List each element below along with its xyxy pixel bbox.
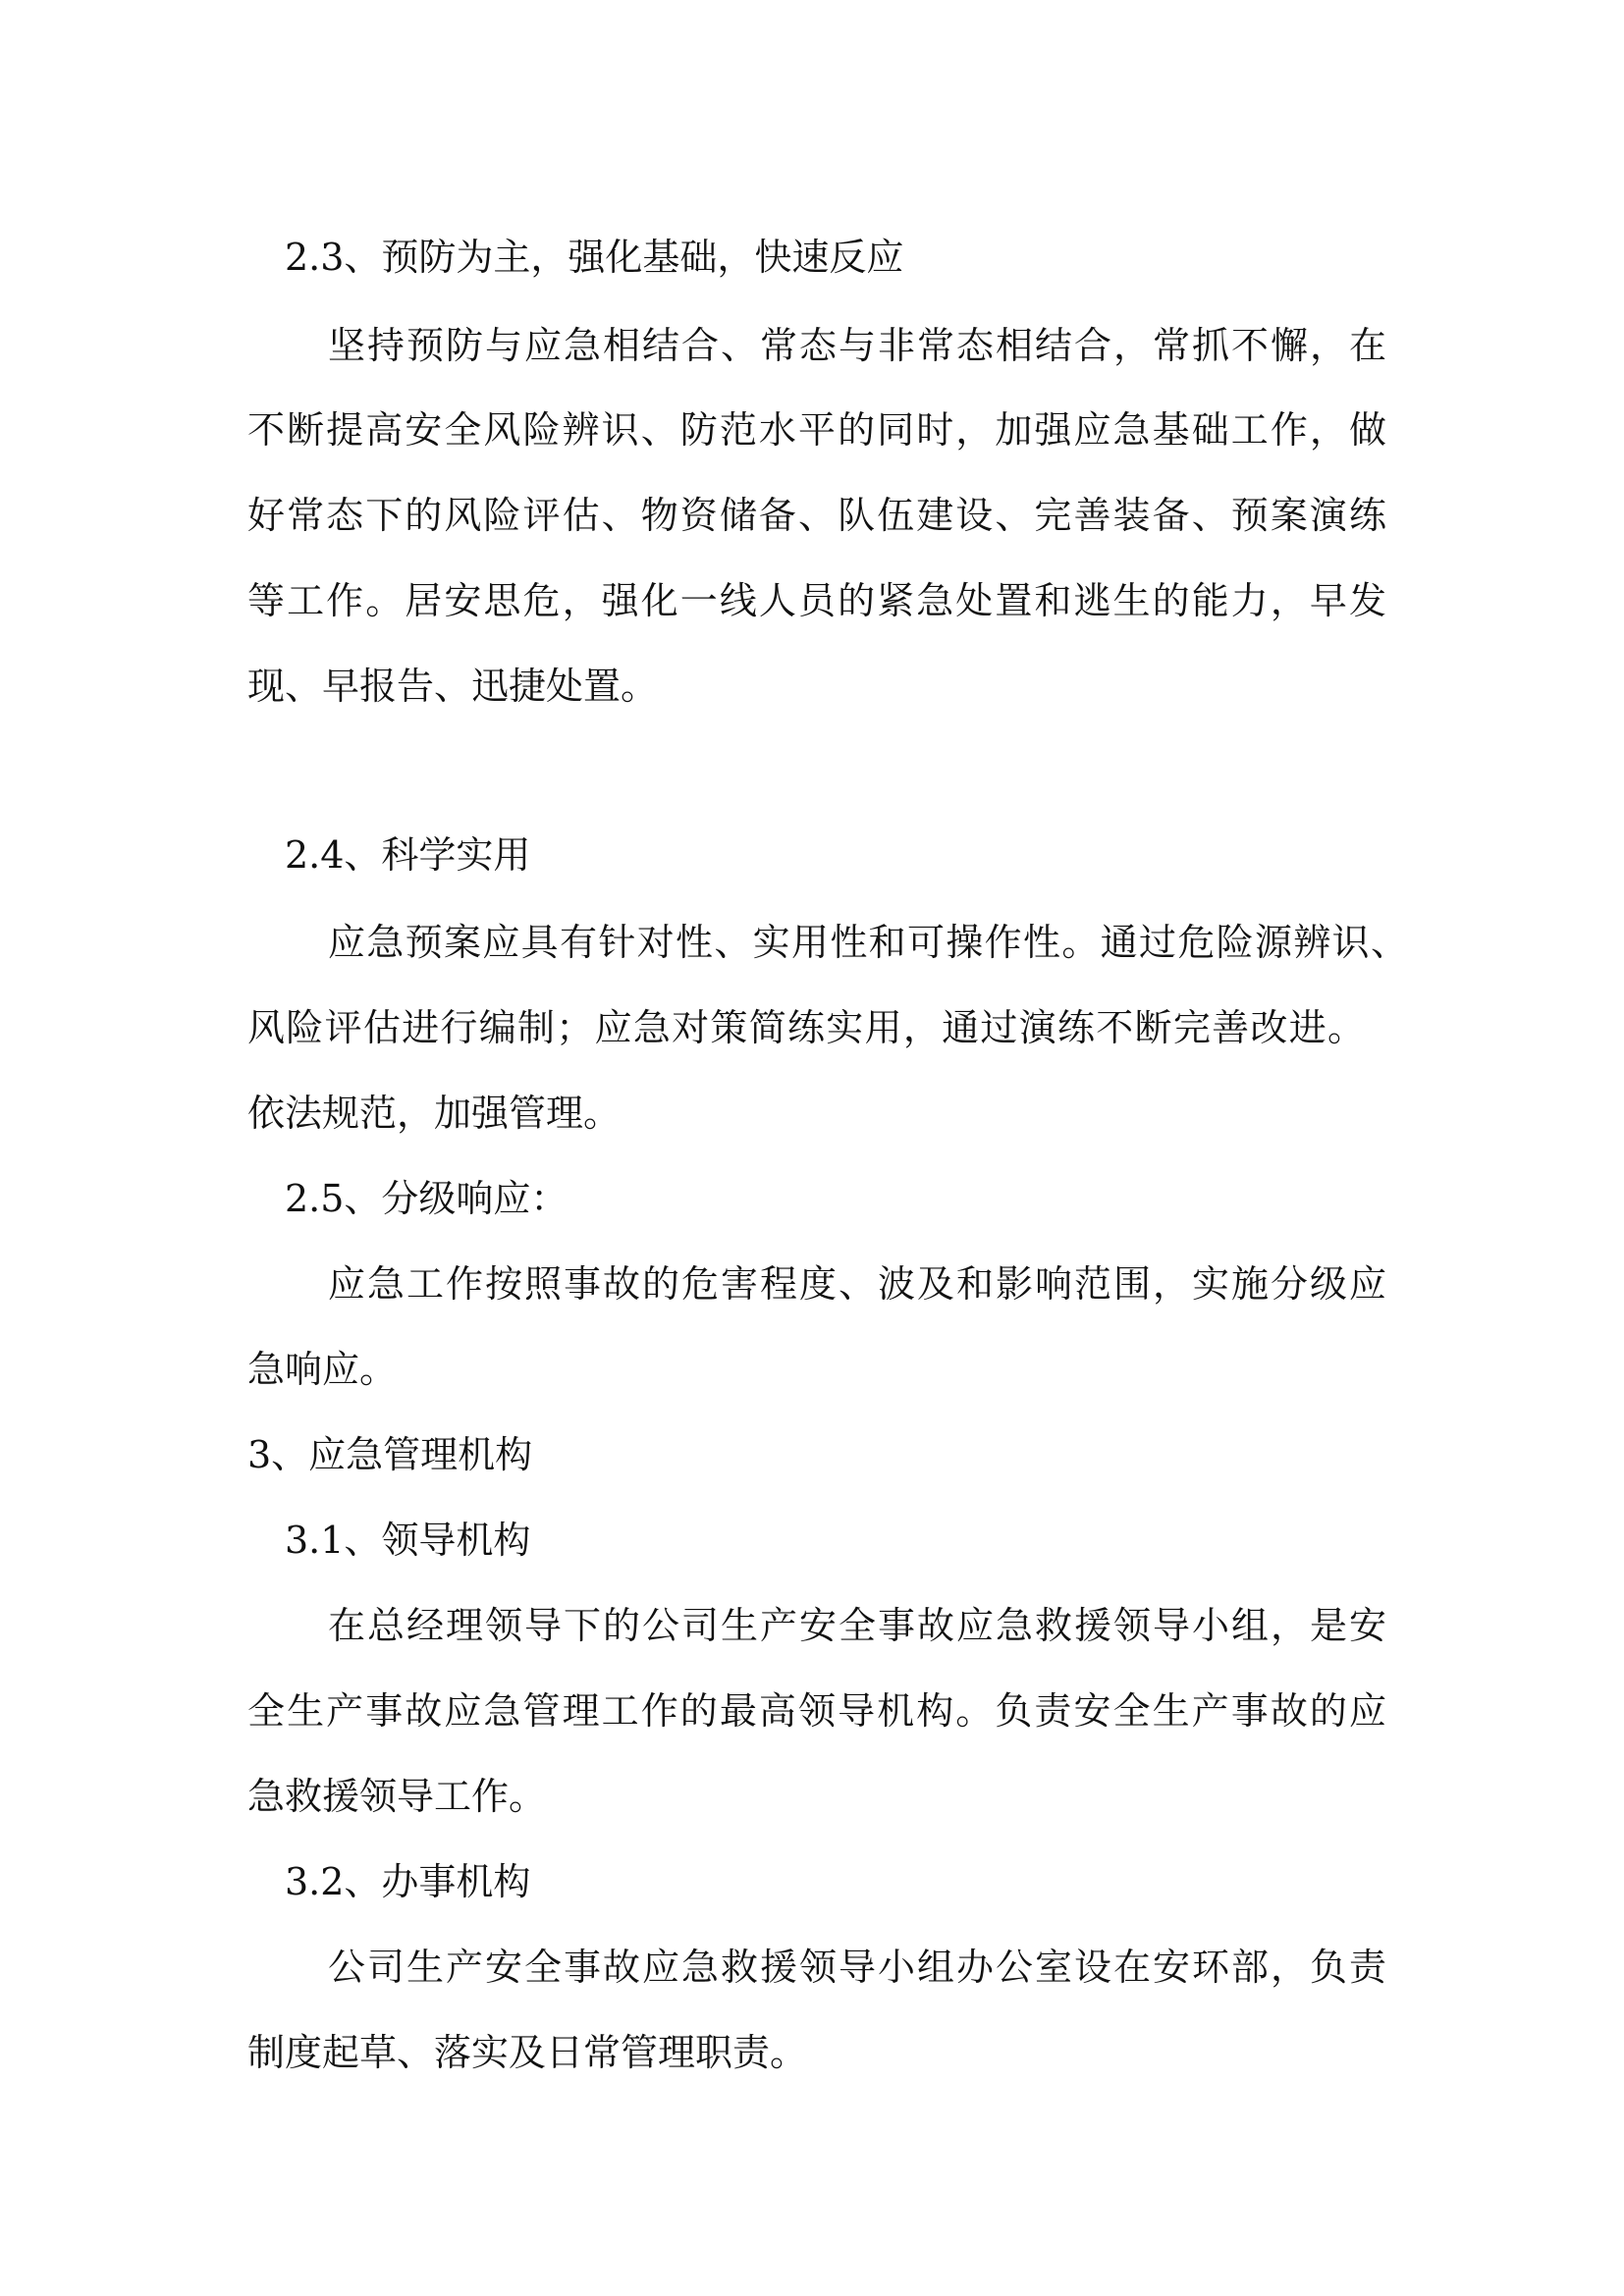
paragraph-line: 依法规范，加强管理。 xyxy=(247,1092,622,1135)
paragraph-line: 应急工作按照事故的危害程度、波及和影响范围，实施分级应 xyxy=(328,1262,1386,1306)
paragraph-line: 制度起草、落实及日常管理职责。 xyxy=(247,2031,808,2074)
section-heading-3-2: 3.2、办事机构 xyxy=(285,1860,531,1903)
paragraph-line: 在总经理领导下的公司生产安全事故应急救援领导小组，是安 xyxy=(328,1604,1386,1647)
paragraph-line: 等工作。居安思危，强化一线人员的紧急处置和逃生的能力，早发 xyxy=(247,579,1386,622)
section-heading-3: 3、应急管理机构 xyxy=(247,1433,533,1476)
paragraph-line: 公司生产安全事故应急救援领导小组办公室设在安环部，负责 xyxy=(328,1946,1386,1989)
section-heading-2-4: 2.4、科学实用 xyxy=(285,833,531,877)
section-heading-3-1: 3.1、领导机构 xyxy=(285,1519,531,1562)
section-heading-2-5: 2.5、分级响应： xyxy=(285,1177,568,1220)
paragraph-line: 好常态下的风险评估、物资储备、队伍建设、完善装备、预案演练 xyxy=(247,494,1386,537)
paragraph-line: 坚持预防与应急相结合、常态与非常态相结合，常抓不懈，在 xyxy=(328,324,1386,367)
paragraph-line: 全生产事故应急管理工作的最高领导机构。负责安全生产事故的应 xyxy=(247,1689,1386,1733)
section-heading-2-3: 2.3、预防为主，强化基础，快速反应 xyxy=(285,236,904,279)
paragraph-line: 不断提高安全风险辨识、防范水平的同时，加强应急基础工作，做 xyxy=(247,408,1386,452)
paragraph-line: 应急预案应具有针对性、实用性和可操作性。通过危险源辨识、 xyxy=(328,921,1408,964)
paragraph-line: 急响应。 xyxy=(247,1348,398,1391)
paragraph-line: 急救援领导工作。 xyxy=(247,1775,547,1818)
paragraph-line: 风险评估进行编制；应急对策简练实用，通过演练不断完善改进。 xyxy=(247,1006,1365,1049)
paragraph-line: 现、早报告、迅捷处置。 xyxy=(247,665,659,708)
